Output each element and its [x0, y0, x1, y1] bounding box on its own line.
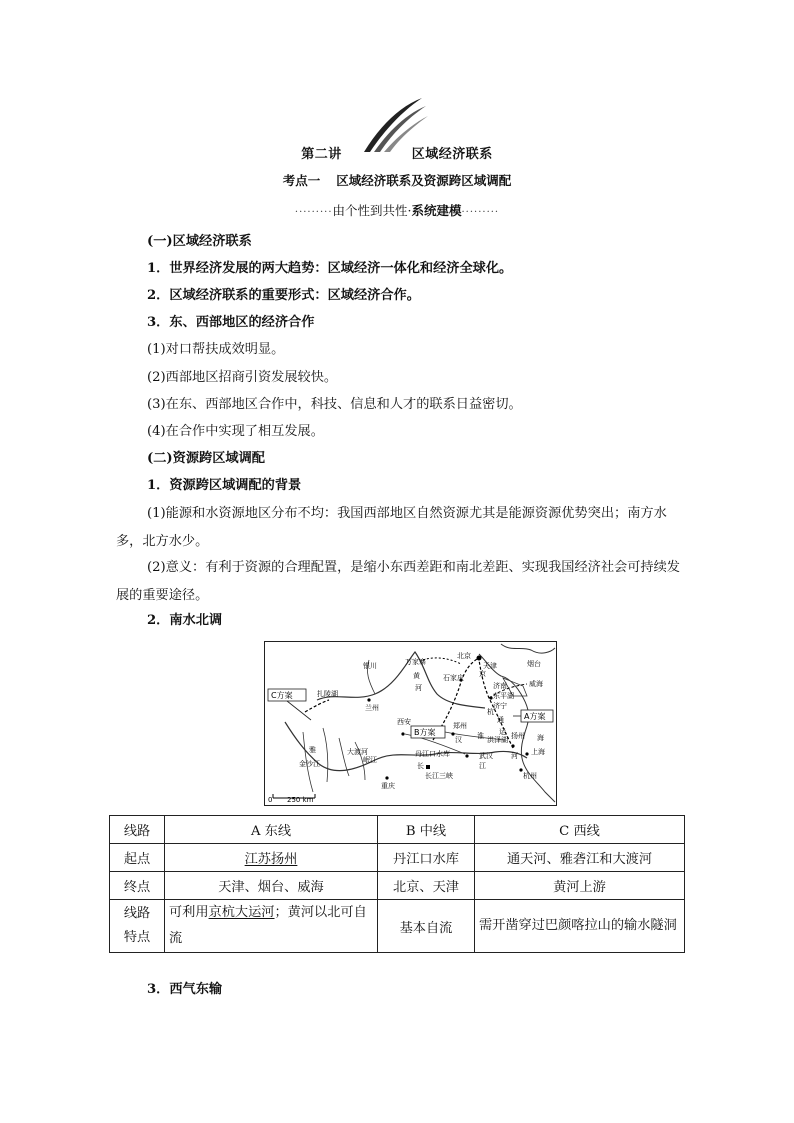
map-label-a-plan: A方案 — [524, 712, 546, 721]
lecture-number: 第二讲 — [301, 147, 342, 162]
table-cell: 丹江口水库 — [378, 844, 475, 872]
section2-p1: (1)能源和水资源地区分布不均：我国西部地区自然资源尤其是能源资源优势突出；南方水多，北方水少。 — [116, 506, 667, 549]
table-cell: 北京、天津 — [378, 872, 475, 900]
map-label-hongzehu: 洪泽湖 — [487, 736, 508, 744]
map-label-b-plan: B方案 — [414, 728, 436, 737]
lecture-title: 区域经济联系 — [411, 147, 493, 162]
table-header: A 东线 — [165, 816, 378, 844]
map-label-hang: 杭 — [487, 708, 494, 716]
section1-item1: 1．世界经济发展的两大趋势：区域经济一体化和经济全球化。 — [147, 261, 513, 276]
map-label-sanxia: 长江三峡 — [425, 772, 453, 780]
map-label-scale-zero: 0 — [268, 796, 273, 804]
map-label-hangzhou: 杭州 — [523, 772, 537, 780]
map-label-wanjiazhai: 万家寨 — [405, 658, 426, 666]
section2-item3: 3．西气东输 — [147, 982, 223, 997]
map-label-weihai: 威海 — [529, 680, 543, 688]
table-cell: 天津、烟台、威海 — [165, 872, 378, 900]
map-label-he: 河 — [415, 684, 422, 692]
south-north-water-map — [264, 641, 557, 806]
section2-item1: 1．资源跨区域调配的背景 — [147, 478, 302, 493]
map-label-shanghai: 上海 — [531, 748, 545, 756]
table-header-row — [110, 816, 685, 844]
map-label-danjiangkou: 丹江口水库 — [415, 750, 450, 758]
table-cell: 起点 — [110, 844, 165, 872]
banner-text: 由个性到共性· — [332, 203, 412, 218]
map-label-jinsha: 金沙江 — [299, 760, 320, 768]
banner-bold: 系统建模 — [411, 203, 462, 218]
map-label-huang: 黄 — [413, 672, 420, 680]
topic-label: 考点一 — [282, 173, 321, 188]
map-label-zhengzhou: 郑州 — [453, 722, 467, 730]
section1-sub1: (1)对口帮扶成效明显。 — [147, 342, 285, 357]
banner-dots-right: ········· — [461, 207, 500, 218]
table-row — [110, 844, 685, 872]
map-label-jiang: 江 — [479, 762, 486, 770]
table-row — [110, 900, 685, 953]
section2-heading: (二)资源跨区域调配 — [147, 451, 265, 466]
table-cell: 基本自流 — [378, 900, 475, 953]
page-title — [0, 143, 794, 162]
table-cell: 需开凿穿过巴颜喀拉山的输水隧洞 — [475, 900, 685, 953]
section1-sub2: (2)西部地区招商引资发展较快。 — [147, 370, 338, 385]
section1-item3: 3．东、西部地区的经济合作 — [147, 315, 315, 330]
table-row — [110, 872, 685, 900]
map-label-jinan: 济南 — [493, 682, 507, 690]
table-header: B 中线 — [378, 816, 475, 844]
section2-item2: 2．南水北调 — [147, 613, 223, 628]
map-label-yun: 运 — [499, 728, 506, 736]
map-label-min: 岷江 — [363, 756, 377, 764]
map-label-beijing: 北京 — [457, 652, 471, 660]
map-label-yalong: 雅 — [309, 746, 316, 754]
table-header: C 西线 — [475, 816, 685, 844]
table-cell: 终点 — [110, 872, 165, 900]
map-label-c-plan: C方案 — [271, 691, 293, 700]
map-label-scale: 250 km — [287, 796, 314, 804]
map-label-lanzhou: 兰州 — [365, 704, 379, 712]
map-label-zhalinghu: 扎陵湖 — [317, 690, 338, 698]
map-label-han: 汉 — [455, 736, 462, 744]
water-route-table — [109, 815, 685, 953]
table-cell: 黄河上游 — [475, 872, 685, 900]
map-label-shijiazhuang: 石家庄 — [443, 674, 464, 682]
map-label-hai: 海 — [537, 734, 544, 742]
map-label-xian: 西安 — [397, 718, 411, 726]
table-cell: 通天河、雅砻江和大渡河 — [475, 844, 685, 872]
map-label-chongqing: 重庆 — [381, 782, 395, 790]
table-header: 线路 — [110, 816, 165, 844]
table-cell: 可利用京杭大运河；黄河以北可自流 — [165, 900, 378, 953]
map-label-huai: 淮 — [477, 732, 484, 740]
banner-dots-left: ········· — [294, 207, 333, 218]
map-drawing — [265, 642, 556, 805]
map-label-tong: 通 — [497, 716, 504, 724]
section2-p2: (2)意义：有利于资源的合理配置，是缩小东西差距和南北差距、实现我国经济社会可持续发展的重要途径。 — [116, 560, 680, 603]
beijing-marker — [477, 656, 482, 661]
map-label-jing: 京 — [479, 670, 486, 678]
map-label-tianjin: 天津 — [483, 662, 497, 670]
table-cell: 江苏扬州 — [165, 844, 378, 872]
section-banner — [0, 201, 794, 219]
map-label-wuhan: 武汉 — [479, 752, 493, 760]
map-label-dadu: 大渡河 — [347, 748, 368, 756]
map-label-dongpinghu: 东平湖 — [493, 692, 514, 700]
topic-title — [0, 171, 794, 189]
map-label-yantai: 烟台 — [527, 660, 541, 668]
map-label-chang: 长 — [417, 762, 424, 770]
map-label-yangzhou: 扬州 — [511, 732, 525, 740]
section1-heading: (一)区域经济联系 — [147, 234, 252, 249]
section1-sub3: (3)在东、西部地区合作中，科技、信息和人才的联系日益密切。 — [147, 397, 522, 412]
map-label-river: 河 — [511, 752, 518, 760]
map-label-yinchuan: 银川 — [363, 662, 377, 670]
table-cell: 线路 特点 — [110, 900, 165, 953]
map-label-jining: 济宁 — [493, 702, 507, 710]
section1-sub4: (4)在合作中实现了相互发展。 — [147, 424, 324, 439]
section1-item2: 2．区域经济联系的重要形式：区域经济合作。 — [147, 288, 420, 303]
topic-name: 区域经济联系及资源跨区域调配 — [336, 173, 512, 188]
